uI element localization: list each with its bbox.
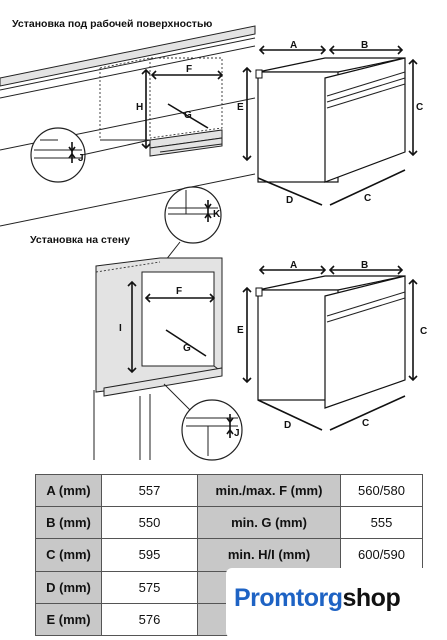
under-counter-cabinet (0, 26, 255, 226)
title-under-counter: Установка под рабочей поверхностью (12, 18, 213, 30)
spec-key-cell: A (mm) (36, 475, 102, 507)
spec-value-cell: 557 (102, 475, 198, 507)
spec-key-cell: B (mm) (36, 507, 102, 539)
spec-value2-cell: 600/590 (341, 539, 423, 571)
table-row (36, 539, 423, 571)
spec-key2-cell: min./max. F (mm) (198, 475, 341, 507)
label-c-vert-top: C (416, 102, 424, 113)
spec-value-cell: 595 (102, 539, 198, 571)
label-d-bottom: D (284, 420, 292, 431)
label-c-vert-bottom: C (420, 326, 428, 337)
label-a-bottom: A (290, 260, 298, 271)
label-i: I (119, 323, 122, 334)
table-row (36, 475, 423, 507)
label-d-top: D (286, 195, 294, 206)
spec-value-cell: 576 (102, 603, 198, 635)
spec-key2-cell: min. H/I (mm) (198, 539, 341, 571)
spec-key-cell: D (mm) (36, 571, 102, 603)
label-a-top: A (290, 40, 298, 51)
label-j-top: J (78, 153, 84, 164)
oven-bottom (256, 276, 405, 408)
spec-value2-cell: 555 (341, 507, 423, 539)
spec-key2-cell: min. G (mm) (198, 507, 341, 539)
label-e-bottom: E (237, 325, 244, 336)
table-row (36, 507, 423, 539)
label-b-top: B (361, 40, 369, 51)
detail-circle-j-bottom (164, 384, 242, 460)
label-j-bottom: J (234, 428, 240, 439)
label-h: H (136, 102, 144, 113)
spec-value2-cell: 560/580 (341, 475, 423, 507)
label-g-wall: G (183, 343, 191, 354)
label-b-bottom: B (361, 260, 369, 271)
title-wall: Установка на стену (30, 234, 131, 246)
label-f-wall: F (176, 286, 183, 297)
label-c-bottom-bottom: C (362, 418, 370, 429)
spec-key-cell: C (mm) (36, 539, 102, 571)
label-g: G (184, 110, 192, 121)
label-e-top: E (237, 102, 244, 113)
spec-value-cell: 550 (102, 507, 198, 539)
label-c-bottom-top: C (364, 193, 372, 204)
watermark-logo (226, 568, 442, 638)
spec-value-cell: 575 (102, 571, 198, 603)
spec-key-cell: E (mm) (36, 603, 102, 635)
oven-top (256, 58, 405, 182)
watermark-part1: Promtorg (234, 584, 343, 612)
label-k: K (213, 209, 221, 220)
watermark-part2: shop (342, 584, 401, 612)
label-f: F (186, 64, 193, 75)
detail-circle-j-top (31, 128, 150, 182)
